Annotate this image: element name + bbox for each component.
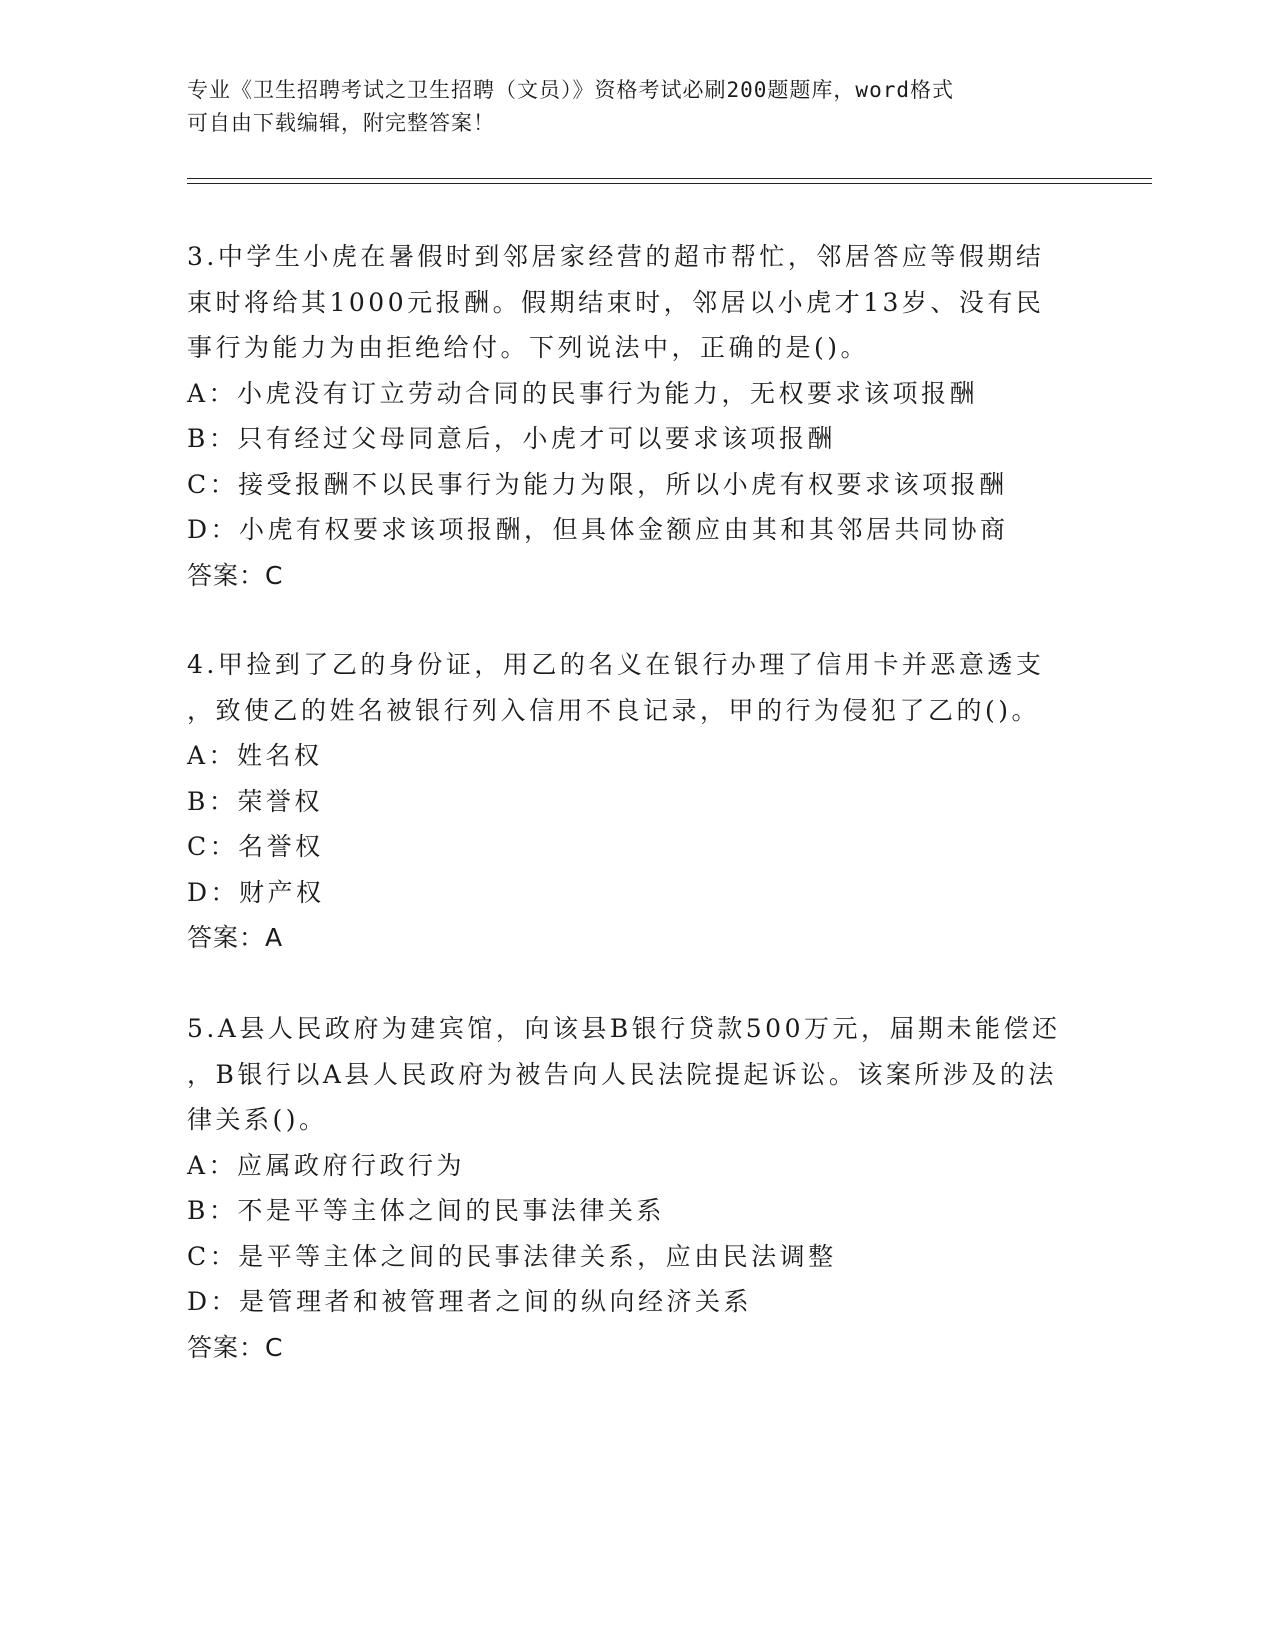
option-b: B：荣誉权	[187, 786, 323, 816]
option-a: A：小虎没有订立劳动合同的民事行为能力，无权要求该项报酬	[187, 378, 979, 408]
option-c: C：是平等主体之间的民事法律关系，应由民法调整	[187, 1241, 837, 1271]
option-d: D：财产权	[187, 877, 325, 907]
header-divider	[187, 183, 1152, 184]
option-b: B：不是平等主体之间的民事法律关系	[187, 1196, 665, 1225]
answer: 答案：C	[187, 560, 284, 590]
option-a: A：应属政府行政行为	[187, 1150, 466, 1180]
question-stem: 4.甲捡到了乙的身份证，用乙的名义在银行办理了信用卡并恶意透支	[187, 650, 1045, 679]
question-stem: 3.中学生小虎在暑假时到邻居家经营的超市帮忙，邻居答应等假期结	[187, 242, 1045, 271]
question-stem: ，致使乙的姓名被银行列入信用不良记录，甲的行为侵犯了乙的()。	[187, 695, 1041, 725]
option-d: D：是管理者和被管理者之间的纵向经济关系	[187, 1287, 753, 1316]
question-stem: 律关系()。	[187, 1105, 328, 1134]
option-a: A：姓名权	[187, 741, 323, 770]
option-c: C：接受报酬不以民事行为能力为限，所以小虎有权要求该项报酬	[187, 469, 1008, 499]
option-c: C：名誉权	[187, 832, 324, 861]
document-header	[187, 74, 1067, 140]
option-d: D：小虎有权要求该项报酬，但具体金额应由其和其邻居共同协商	[187, 515, 1009, 544]
header-line: 可自由下载编辑，附完整答案！	[187, 111, 495, 135]
question-stem: 事行为能力为由拒绝给付。下列说法中，正确的是()。	[187, 333, 870, 362]
question-stem: ，B银行以A县人民政府为被告向人民法院提起诉讼。该案所涉及的法	[187, 1059, 1057, 1089]
question-5	[187, 1006, 1087, 1370]
question-stem: 5.A县人民政府为建宾馆，向该县B银行贷款500万元，届期未能偿还	[187, 1014, 1061, 1043]
question-3	[187, 234, 1087, 598]
question-4	[187, 642, 1087, 961]
question-stem: 束时将给其1000元报酬。假期结束时，邻居以小虎才13岁、没有民	[187, 287, 1045, 317]
answer: 答案：A	[187, 923, 284, 952]
header-divider	[187, 178, 1152, 179]
answer: 答案：C	[187, 1332, 284, 1362]
header-line: 专业《卫生招聘考试之卫生招聘（文员）》资格考试必刷200题题库，word格式	[187, 78, 954, 102]
option-b: B：只有经过父母同意后，小虎才可以要求该项报酬	[187, 424, 836, 453]
